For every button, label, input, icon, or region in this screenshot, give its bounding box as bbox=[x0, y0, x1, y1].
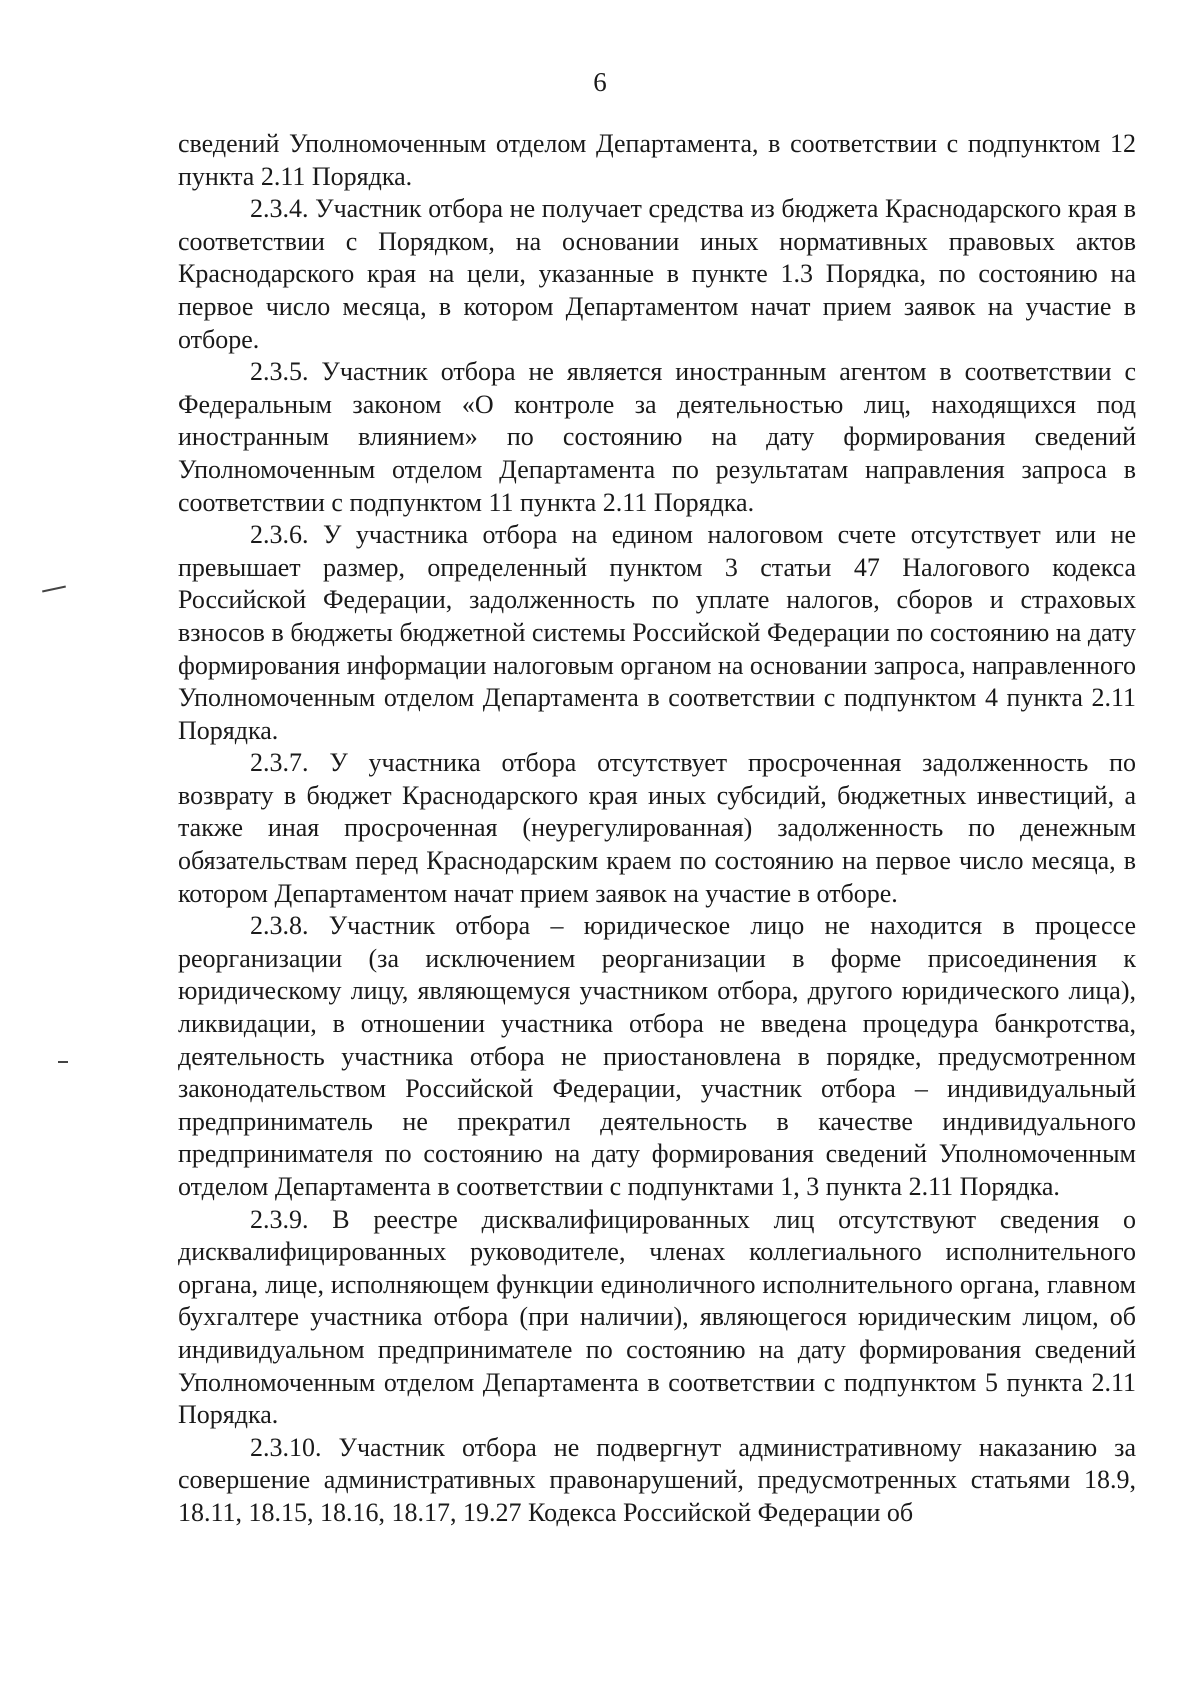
scan-artifact-mark bbox=[58, 1061, 68, 1063]
paragraph-continuation: сведений Уполномоченным отделом Департамента, в соответствии с подпунктом 12 пункта 2.11 Порядка. bbox=[178, 129, 1136, 191]
paragraph-2-3-10: 2.3.10. Участник отбора не подвергнут административному наказанию за совершение административных правонарушений, предусмотренных статьями 18.9, 18.11, 18.15, 18.16, 18.17, 19.27 Кодекса Российской Федерации об bbox=[178, 1432, 1136, 1527]
document-body bbox=[178, 128, 1136, 1530]
paragraph-2-3-6: 2.3.6. У участника отбора на едином налоговом счете отсутствует или не превышает размер, определенный пунктом 3 статьи 47 Налогового кодекса Российской Федерации, задолженность по уплате налогов, сборов и страховых взносов в бюджеты бюджетной системы Российской Федерации по состоянию на дату формирования информации налоговым органом на основании запроса, направленного Уполномоченным отделом Департамента в соответствии с подпунктом 4 пункта 2.11 Порядка. bbox=[178, 520, 1136, 745]
scan-artifact-mark bbox=[42, 586, 66, 593]
paragraph-2-3-5: 2.3.5. Участник отбора не является иностранным агентом в соответствии с Федеральным законом «О контроле за деятельностью лиц, находящихся под иностранным влиянием» по состоянию на дату формирования сведений Уполномоченным отделом Департамента по результатам направления запроса в соответствии с подпунктом 11 пункта 2.11 Порядка. bbox=[178, 357, 1136, 517]
paragraph-2-3-7: 2.3.7. У участника отбора отсутствует просроченная задолженность по возврату в бюджет Краснодарского края иных субсидий, бюджетных инвестиций, а также иная просроченная (неурегулированная) задолженность по денежным обязательствам перед Краснодарским краем по состоянию на первое число месяца, в котором Департаментом начат прием заявок на участие в отборе. bbox=[178, 748, 1136, 908]
paragraph-2-3-4: 2.3.4. Участник отбора не получает средства из бюджета Краснодарского края в соответствии с Порядком, на основании иных нормативных правовых актов Краснодарского края на цели, указанные в пункте 1.3 Порядка, по состоянию на первое число месяца, в котором Департаментом начат прием заявок на участие в отборе. bbox=[178, 194, 1136, 354]
page-number: 6 bbox=[593, 67, 607, 97]
paragraph-2-3-9: 2.3.9. В реестре дисквалифицированных лиц отсутствуют сведения о дисквалифицированных руководителе, членах коллегиального исполнительного органа, лице, исполняющем функции единоличного исполнительного органа, главном бухгалтере участника отбора (при наличии), являющегося юридическим лицом, об индивидуальном предпринимателе по состоянию на дату формирования сведений Уполномоченным отделом Департамента в соответствии с подпунктом 5 пункта 2.11 Порядка. bbox=[178, 1204, 1136, 1430]
paragraph-2-3-8: 2.3.8. Участник отбора – юридическое лицо не находится в процессе реорганизации (за исключением реорганизации в форме присоединения к юридическому лицу, являющемуся участником отбора, другого юридического лица), ликвидации, в отношении участника отбора не введена процедура банкротства, деятельность участника отбора не приостановлена в порядке, предусмотренном законодательством Российской Федерации, участник отбора – индивидуальный предприниматель не прекратил деятельность в качестве индивидуального предпринимателя по состоянию на дату формирования сведений Уполномоченным отделом Департамента в соответствии с подпунктами 1, 3 пункта 2.11 Порядка. bbox=[178, 911, 1136, 1201]
